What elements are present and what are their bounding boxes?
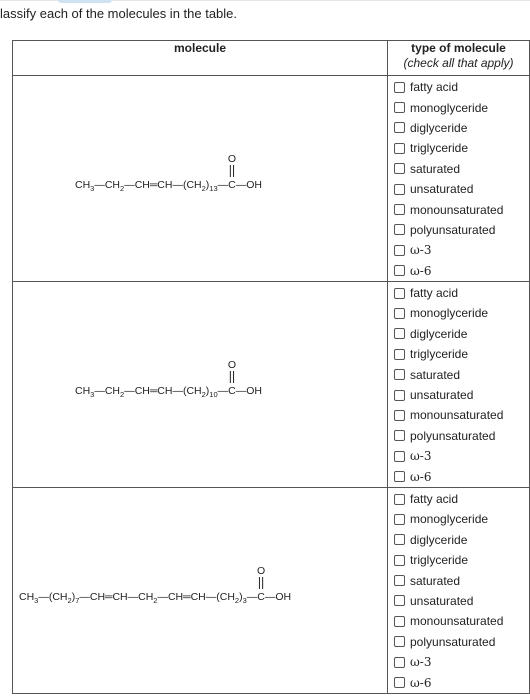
checkbox[interactable] <box>394 288 405 299</box>
checkbox[interactable] <box>394 534 405 545</box>
checkbox[interactable] <box>394 657 405 668</box>
option-label: monounsaturated <box>410 202 504 217</box>
checkbox[interactable] <box>394 514 405 525</box>
option-label: fatty acid <box>410 492 459 506</box>
formula-subscript: 10 <box>209 389 218 399</box>
checkbox[interactable] <box>394 390 405 401</box>
option-diglyceride[interactable] <box>394 118 529 138</box>
formula-subscript: 2 <box>153 595 158 605</box>
checkbox[interactable] <box>394 184 405 195</box>
option-label: polyunsaturated <box>410 428 496 443</box>
checkbox[interactable] <box>394 555 405 566</box>
formula-segment: —CH <box>94 179 121 191</box>
formula-segment: —CH <box>94 384 121 397</box>
checkbox[interactable] <box>394 224 405 235</box>
option-triglyceride[interactable] <box>394 138 529 158</box>
option-label: monoglyceride <box>410 512 489 527</box>
option-label: monounsaturated <box>410 614 504 629</box>
formula-segment: CH <box>75 384 91 397</box>
checkbox[interactable] <box>394 471 405 482</box>
molecule-rows <box>13 76 530 694</box>
option-label: ω-6 <box>410 469 432 484</box>
carbonyl-oxygen: O <box>256 564 266 577</box>
formula-segment: —(CH <box>38 590 68 603</box>
option-saturated[interactable] <box>394 159 529 179</box>
option-omega-6[interactable] <box>394 466 529 486</box>
carbonyl-oxygen: O <box>227 153 237 165</box>
option-omega-3[interactable] <box>394 446 529 466</box>
option-label: triglyceride <box>410 553 469 568</box>
checkbox[interactable] <box>394 163 405 174</box>
option-diglyceride[interactable] <box>394 324 529 344</box>
checkbox[interactable] <box>394 369 405 380</box>
option-label: saturated <box>410 573 461 588</box>
structural-formula-2 <box>13 282 387 486</box>
option-polyunsaturated[interactable] <box>394 220 529 240</box>
formula-subscript: 2 <box>234 595 240 605</box>
option-label: saturated <box>410 367 461 382</box>
formula-subscript: 2 <box>120 389 125 399</box>
option-label: monoglyceride <box>410 100 489 115</box>
option-omega-3[interactable] <box>394 652 529 672</box>
checkbox[interactable] <box>394 245 405 256</box>
option-label: triglyceride <box>410 141 469 156</box>
type-options-cell <box>388 281 530 487</box>
formula-segment: —CH═CH—CH <box>79 590 154 603</box>
option-polyunsaturated[interactable] <box>394 632 529 652</box>
option-label: ω-6 <box>410 675 432 690</box>
checkbox[interactable] <box>394 677 405 688</box>
option-label: monounsaturated <box>410 408 504 423</box>
formula-subscript: 3 <box>90 184 95 193</box>
formula-subscript: 3 <box>90 389 95 399</box>
formula-segment: ) <box>205 384 210 397</box>
instruction-text: lassify each of the molecules in the table. <box>0 6 238 21</box>
checkbox[interactable] <box>394 410 405 421</box>
option-label: diglyceride <box>410 326 468 341</box>
header-type-hint: (check all that apply) <box>403 56 514 70</box>
formula-segment: CH <box>19 590 35 603</box>
checkbox[interactable] <box>394 122 405 133</box>
checkbox-list <box>388 76 529 281</box>
formula-subscript: 13 <box>209 184 218 193</box>
checkbox[interactable] <box>394 494 405 505</box>
option-unsaturated[interactable] <box>394 179 529 199</box>
option-label: fatty acid <box>410 80 459 95</box>
option-fatty-acid[interactable] <box>394 77 529 97</box>
checkbox[interactable] <box>394 430 405 441</box>
formula-subscript: 2 <box>201 184 206 193</box>
formula-segment: —C—OH <box>246 590 292 603</box>
option-label: ω-6 <box>410 263 432 278</box>
formula-segment: —C—OH <box>217 179 262 191</box>
header-molecule: molecule <box>13 41 388 76</box>
option-monounsaturated[interactable] <box>394 405 529 425</box>
checkbox[interactable] <box>394 636 405 647</box>
checkbox[interactable] <box>394 451 405 462</box>
option-monounsaturated[interactable] <box>394 199 529 219</box>
option-fatty-acid[interactable] <box>394 489 529 509</box>
option-label: triglyceride <box>410 347 469 362</box>
formula-subscript: 2 <box>201 389 206 399</box>
option-polyunsaturated[interactable] <box>394 426 529 446</box>
header-type <box>388 41 530 76</box>
option-label: unsaturated <box>410 182 474 197</box>
checkbox[interactable] <box>394 265 405 276</box>
formula-segment: ) <box>205 179 210 191</box>
formula-segment: CH <box>75 179 91 191</box>
molecule-cell <box>13 281 388 487</box>
option-label: ω-3 <box>410 655 432 670</box>
carbonyl-oxygen: O <box>227 358 237 371</box>
option-unsaturated[interactable] <box>394 385 529 405</box>
molecule-cell <box>13 487 388 693</box>
molecule-row-1 <box>13 76 530 282</box>
checkbox-list <box>388 282 529 487</box>
option-saturated[interactable] <box>394 570 529 590</box>
option-label: ω-3 <box>410 449 432 464</box>
top-accent <box>58 0 112 3</box>
option-label: fatty acid <box>410 286 459 301</box>
option-omega-6[interactable] <box>394 672 529 692</box>
formula-segment: ) <box>239 590 243 603</box>
option-fatty-acid[interactable] <box>394 283 529 303</box>
option-label: polyunsaturated <box>410 222 496 237</box>
formula-subscript: 3 <box>34 595 39 605</box>
option-unsaturated[interactable] <box>394 591 529 611</box>
formula-subscript: 2 <box>67 595 72 605</box>
option-label: diglyceride <box>410 120 468 135</box>
classification-table <box>12 40 530 694</box>
option-label: saturated <box>410 161 461 176</box>
option-monoglyceride[interactable] <box>394 303 529 323</box>
formula-text <box>75 179 262 193</box>
option-label: monoglyceride <box>410 306 489 321</box>
option-monounsaturated[interactable] <box>394 611 529 631</box>
header-type-title: type of molecule <box>411 41 506 55</box>
option-omega-6[interactable] <box>394 261 529 281</box>
option-label: unsaturated <box>410 388 474 403</box>
option-saturated[interactable] <box>394 364 529 384</box>
molecule-cell <box>13 76 388 282</box>
molecule-row-3 <box>13 487 530 693</box>
checkbox[interactable] <box>394 102 405 113</box>
type-options-cell <box>388 487 530 693</box>
formula-segment: —C—OH <box>217 384 262 397</box>
structural-formula-1 <box>13 76 387 280</box>
checkbox-list <box>388 488 529 693</box>
option-triglyceride[interactable] <box>394 344 529 364</box>
formula-segment: ) <box>71 590 76 603</box>
formula-segment: —CH═CH—(CH <box>157 590 235 603</box>
checkbox[interactable] <box>394 82 405 93</box>
option-diglyceride[interactable] <box>394 530 529 550</box>
checkbox[interactable] <box>394 349 405 360</box>
checkbox[interactable] <box>394 575 405 586</box>
checkbox[interactable] <box>394 143 405 154</box>
checkbox[interactable] <box>394 616 405 627</box>
option-label: polyunsaturated <box>410 634 496 649</box>
formula-subscript: 7 <box>75 595 80 605</box>
checkbox[interactable] <box>394 308 405 319</box>
formula-segment: —CH═CH—(CH <box>124 179 202 191</box>
formula-subscript: 2 <box>120 184 125 193</box>
type-options-cell <box>388 76 530 282</box>
option-label: ω-3 <box>410 243 432 258</box>
structural-formula-3 <box>13 488 387 692</box>
checkbox[interactable] <box>394 328 405 339</box>
checkbox[interactable] <box>394 595 405 606</box>
option-label: unsaturated <box>410 593 474 608</box>
option-omega-3[interactable] <box>394 240 529 260</box>
formula-segment: —CH═CH—(CH <box>124 384 202 397</box>
formula-subscript: 3 <box>242 595 247 605</box>
option-monoglyceride[interactable] <box>394 97 529 117</box>
formula-text <box>75 385 262 399</box>
option-label: diglyceride <box>410 532 468 547</box>
checkbox[interactable] <box>394 204 405 215</box>
formula-text <box>19 591 291 605</box>
molecule-row-2 <box>13 281 530 487</box>
option-monoglyceride[interactable] <box>394 509 529 529</box>
option-triglyceride[interactable] <box>394 550 529 570</box>
